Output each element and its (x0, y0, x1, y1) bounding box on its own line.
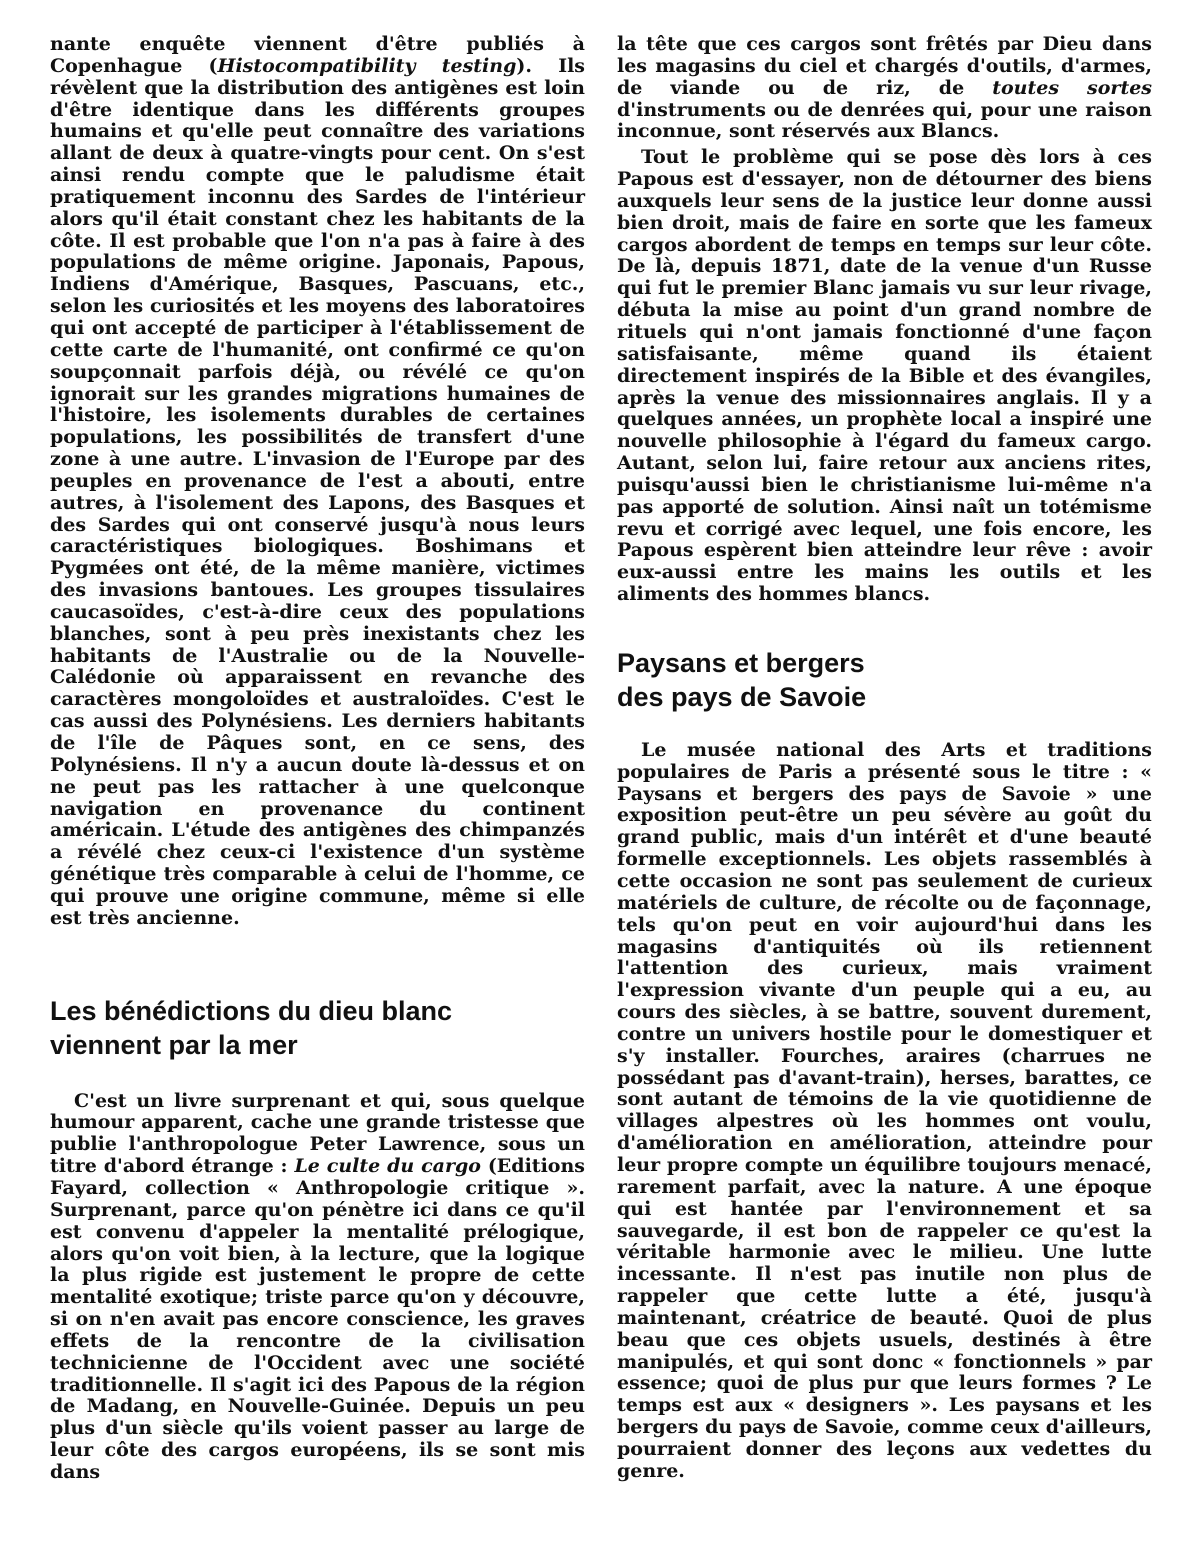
book-title-culte-du-cargo: Le culte du cargo (294, 1155, 481, 1178)
paragraph-cargos-continued: la tête que ces cargos sont frêtés par Dieu dans les magasins du ciel et chargés d'outils, d'armes, de viande ou de riz, de toutes sortes d'instruments ou de denrées qui, pour une raison inconnue, sont réservés aux Blancs. (617, 33, 1153, 143)
left-column (50, 34, 585, 1484)
paragraph-musee-savoie: Le musée national des Arts et traditions populaires de Paris a présenté sous le titre : « Paysans et bergers des pays de Savoie » une exposition peut-être un peu sévère au goût du grand public, mais d'un intérêt et d'une beauté formelle exceptionnels. Les objets rassemblés à cette occasion ne sont pas seulement de curieux matériels de culture, de récolte ou de façonnage, tels qu'on peut en voir aujourd'hui dans les magasins d'antiquités où ils retiennent l'attention des curieux, mais vraiment l'expression vivante d'un peuple qui a eu, au cours des siècles, à se battre, souvent durement, contre un univers hostile pour le domestiquer et s'y installer. Fourches, araires (charrues ne possédant pas d'avant-train), herses, barattes, ce sont autant de témoins de la vie quotidienne de villages alpestres où les hommes ont voulu, d'amélioration en amélioration, atteindre pour leur propre compte un équilibre toujours menacé, rarement parfait, avec la nature. A une époque qui est hantée par l'environnement et sa sauvegarde, il est bon de rappeler ce qu'est la véritable harmonie avec le milieu. Une lutte incessante. Il n'est pas inutile non plus de rappeler que cette lutte a été, jusqu'à maintenant, créatrice de beauté. Quoi de plus beau que ces objets usuels, destinés à être manipulés, et qui sont donc « fonctionnels » par essence; quoi de plus pur que leurs formes ? Le temps est aux « designers ». Les paysans et les bergers du pays de Savoie, comme ceux d'ailleurs, pourraient donner des leçons aux vedettes du genre. (617, 738, 1152, 1482)
paragraph-papous-probleme: Tout le problème qui se pose dès lors à ces Papous est d'essayer, non de détourner des biens auxquels leur sens de la justice leur donne aussi bien droit, mais de faire en sorte que les fameux cargos abordent de temps en temps sur leur côte. De là, depuis 1871, date de la venue d'un Russe qui fut le premier Blanc jamais vu sur leur rivage, débuta la mise au point d'un grand nombre de rituels qui n'ont jamais fonctionné d'une façon satisfaisante, même quand ils étaient directement inspirés de la Bible et des évangiles, après la venue des missionnaires anglais. Il y a quelques années, un prophète local a inspiré une nouvelle philosophie à l'égard du fameux cargo. Autant, selon lui, faire retour aux anciens rites, puisqu'aussi bien le christianisme lui-même n'a pas apporté de solution. Ainsi naît un totémisme revu et corrigé avec lequel, une fois encore, les Papous espèrent bien atteindre leur rêve : avoir eux-aussi entre les mains les outils et les aliments des hommes blancs. (617, 146, 1152, 606)
heading-benedictions: Les bénédictions du dieu blanc viennent par la mer (50, 995, 453, 1060)
paragraph-antigenes: nante enquête viennent d'être publiés à Copenhague (Histocompatibility testing). Ils révèlent que la distribution des antigènes est loin d'être identique dans les différents groupes humains et qu'elle peut connaître des variations allant de deux à quatre-vingts pour cent. On s'est ainsi rendu compte que le paludisme était pratiquement inconnu des Sardes de l'intérieur alors qu'il était constant chez les habitants de la côte. Il est probable que l'on n'a pas à faire à des populations de même origine. Japonais, Papous, Indiens d'Amérique, Basques, Pascuans, etc., selon les curiosités et les moyens des laboratoires qui ont accepté de participer à l'établissement de cette carte de l'humanité, ont confirmé ce qu'on soupçonnait parfois déjà, ou révélé ce qu'on ignorait sur les grandes migrations humaines de l'histoire, les isolements durables de certaines populations, les possibilités de transfert d'une zone à une autre. L'invasion de l'Europe par des peuples en provenance de l'est a abouti, entre autres, à l'isolement des Lapons, des Basques et des Sardes qui ont conservé jusqu'à nous leurs caractéristiques biologiques. Boshimans et Pygmées ont été, de la même manière, victimes des invasions bantoues. Les groupes tissulaires caucasoïdes, c'est-à-dire ceux des populations blanches, sont à peu près inexistants chez les habitants de l'Australie ou de la Nouvelle-Calédonie où apparaissent en revanche des caractères mongoloïdes et australoïdes. C'est le cas aussi des Polynésiens. Les derniers habitants de l'île de Pâques sont, en ce sens, des Polynésiens. Il n'y a aucun doute là-dessus et on ne peut pas les rattacher à une quelconque navigation en provenance du continent américain. L'étude des antigènes des chimpanzés a révélé chez ceux-ci l'existence d'un système génétique très comparable à celui de l'homme, ce qui prouve une origine commune, même si elle est très ancienne. (50, 33, 585, 929)
paragraph-culte-du-cargo: C'est un livre surprenant et qui, sous quelque humour apparent, cache une grande tristesse que publie l'anthropologue Peter Lawrence, sous un titre d'abord étrange : Le culte du cargo (Editions Fayard, collection « Anthropologie critique ». Surprenant, parce qu'on pénètre ici dans ce qu'il est convenu d'appeler la mentalité prélogique, alors qu'on voit bien, à la lecture, que la logique la plus rigide est justement le propre de cette mentalité exotique; triste parce qu'on y découvre, si on n'en avait pas encore conscience, les graves effets de la rencontre de la civilisation technicienne de l'Occident avec une société traditionnelle. Il s'agit ici des Papous de la région de Madang, en Nouvelle-Guinée. Depuis un peu plus d'un siècle qu'ils voient passer au large de leur côte des cargos européens, ils se sont mis dans (50, 1089, 585, 1483)
book-title-histocompatibility: Histocompatibility testing (217, 54, 517, 77)
emphasis-toutes-sortes: toutes sortes (992, 76, 1153, 99)
heading-paysans-bergers: Paysans et bergers des pays de Savoie (617, 647, 867, 712)
right-column (617, 34, 1152, 1483)
